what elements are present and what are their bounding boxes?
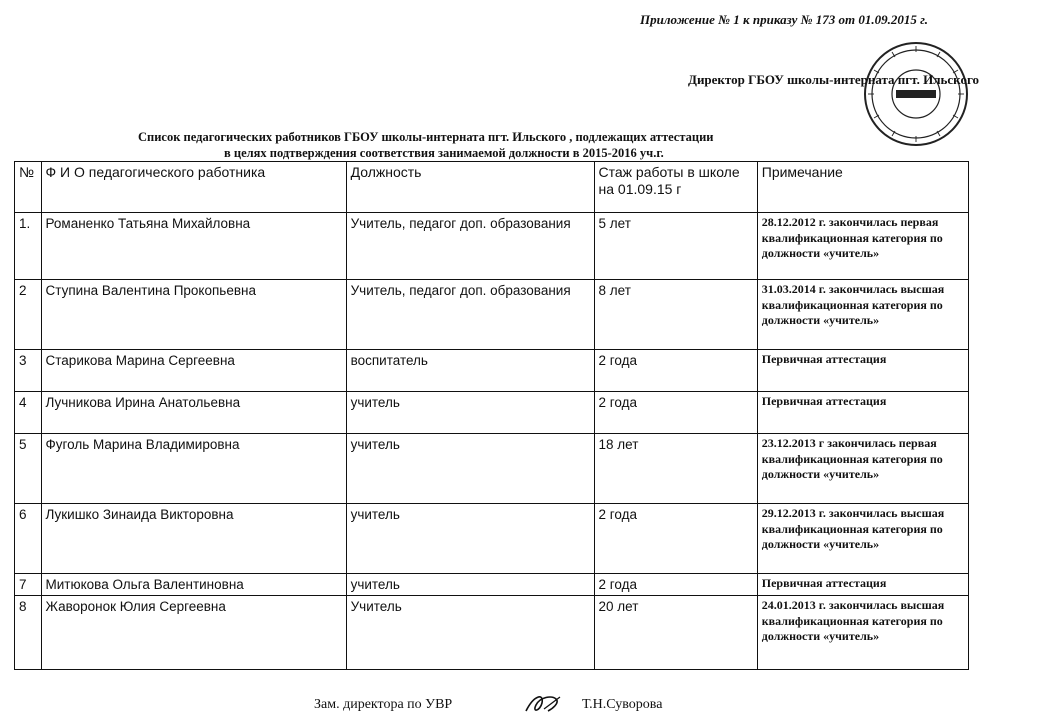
row-stazh: 20 лет <box>594 596 757 670</box>
table-row <box>15 392 969 434</box>
row-note: 31.03.2014 г. закончилась высшая квалификационная категория по должности «учитель» <box>757 280 968 350</box>
row-note: 23.12.2013 г закончилась первая квалификационная категория по должности «учитель» <box>757 434 968 504</box>
row-position: воспитатель <box>346 350 594 392</box>
staff-table <box>14 161 969 670</box>
row-note: Первичная аттестация <box>757 350 968 392</box>
row-num: 8 <box>15 596 42 670</box>
header-num: № <box>15 162 42 213</box>
row-stazh: 18 лет <box>594 434 757 504</box>
row-fio: Лукишко Зинаида Викторовна <box>41 504 346 574</box>
handwritten-signature-icon <box>522 691 564 717</box>
table-row <box>15 574 969 596</box>
row-stazh: 8 лет <box>594 280 757 350</box>
row-position: учитель <box>346 392 594 434</box>
signatory-position: Зам. директора по УВР <box>314 697 453 712</box>
row-note: 28.12.2012 г. закончилась первая квалификационная категория по должности «учитель» <box>757 213 968 280</box>
row-num: 6 <box>15 504 42 574</box>
title-line-1: Список педагогических работников ГБОУ школы-интерната пгт. Ильского , подлежащих аттестации <box>138 130 714 144</box>
row-num: 5 <box>15 434 42 504</box>
row-fio: Романенко Татьяна Михайловна <box>41 213 346 280</box>
title-line-2: в целях подтверждения соответствия занимаемой должности в 2015-2016 уч.г. <box>224 146 664 160</box>
row-note: Первичная аттестация <box>757 574 968 596</box>
row-position: учитель <box>346 504 594 574</box>
row-stazh: 2 года <box>594 350 757 392</box>
row-note: 24.01.2013 г. закончилась высшая квалификационная категория по должности «учитель» <box>757 596 968 670</box>
table-row <box>15 504 969 574</box>
header-position: Должность <box>346 162 594 213</box>
signatory-name: Т.Н.Суворова <box>582 697 663 712</box>
row-fio: Старикова Марина Сергеевна <box>41 350 346 392</box>
row-position: Учитель, педагог доп. образования <box>346 213 594 280</box>
header-fio: Ф И О педагогического работника <box>41 162 346 213</box>
row-position: учитель <box>346 574 594 596</box>
row-note: Первичная аттестация <box>757 392 968 434</box>
director-signature-line: Директор ГБОУ школы-интерната пгт. Ильского <box>688 72 980 87</box>
table-header-row <box>15 162 969 213</box>
row-stazh: 2 года <box>594 504 757 574</box>
row-stazh: 2 года <box>594 574 757 596</box>
row-fio: Жаворонок Юлия Сергеевна <box>41 596 346 670</box>
appendix-reference: Приложение № 1 к приказу № 173 от 01.09.2015 г. <box>640 12 928 27</box>
row-fio: Ступина Валентина Прокопьевна <box>41 280 346 350</box>
row-fio: Лучникова Ирина Анатольевна <box>41 392 346 434</box>
table-row <box>15 350 969 392</box>
row-fio: Фуголь Марина Владимировна <box>41 434 346 504</box>
row-stazh: 5 лет <box>594 213 757 280</box>
row-num: 7 <box>15 574 42 596</box>
row-position: учитель <box>346 434 594 504</box>
row-note: 29.12.2013 г. закончилась высшая квалификационная категория по должности «учитель» <box>757 504 968 574</box>
row-position: Учитель <box>346 596 594 670</box>
row-num: 4 <box>15 392 42 434</box>
row-stazh: 2 года <box>594 392 757 434</box>
header-note: Примечание <box>757 162 968 213</box>
table-row <box>15 280 969 350</box>
row-num: 3 <box>15 350 42 392</box>
row-num: 1. <box>15 213 42 280</box>
document-title <box>138 129 898 161</box>
row-fio: Митюкова Ольга Валентиновна <box>41 574 346 596</box>
header-stazh: Стаж работы в школе на 01.09.15 г <box>594 162 757 213</box>
signature-block <box>314 697 734 717</box>
row-num: 2 <box>15 280 42 350</box>
table-row <box>15 434 969 504</box>
row-position: Учитель, педагог доп. образования <box>346 280 594 350</box>
table-row <box>15 213 969 280</box>
table-row <box>15 596 969 670</box>
